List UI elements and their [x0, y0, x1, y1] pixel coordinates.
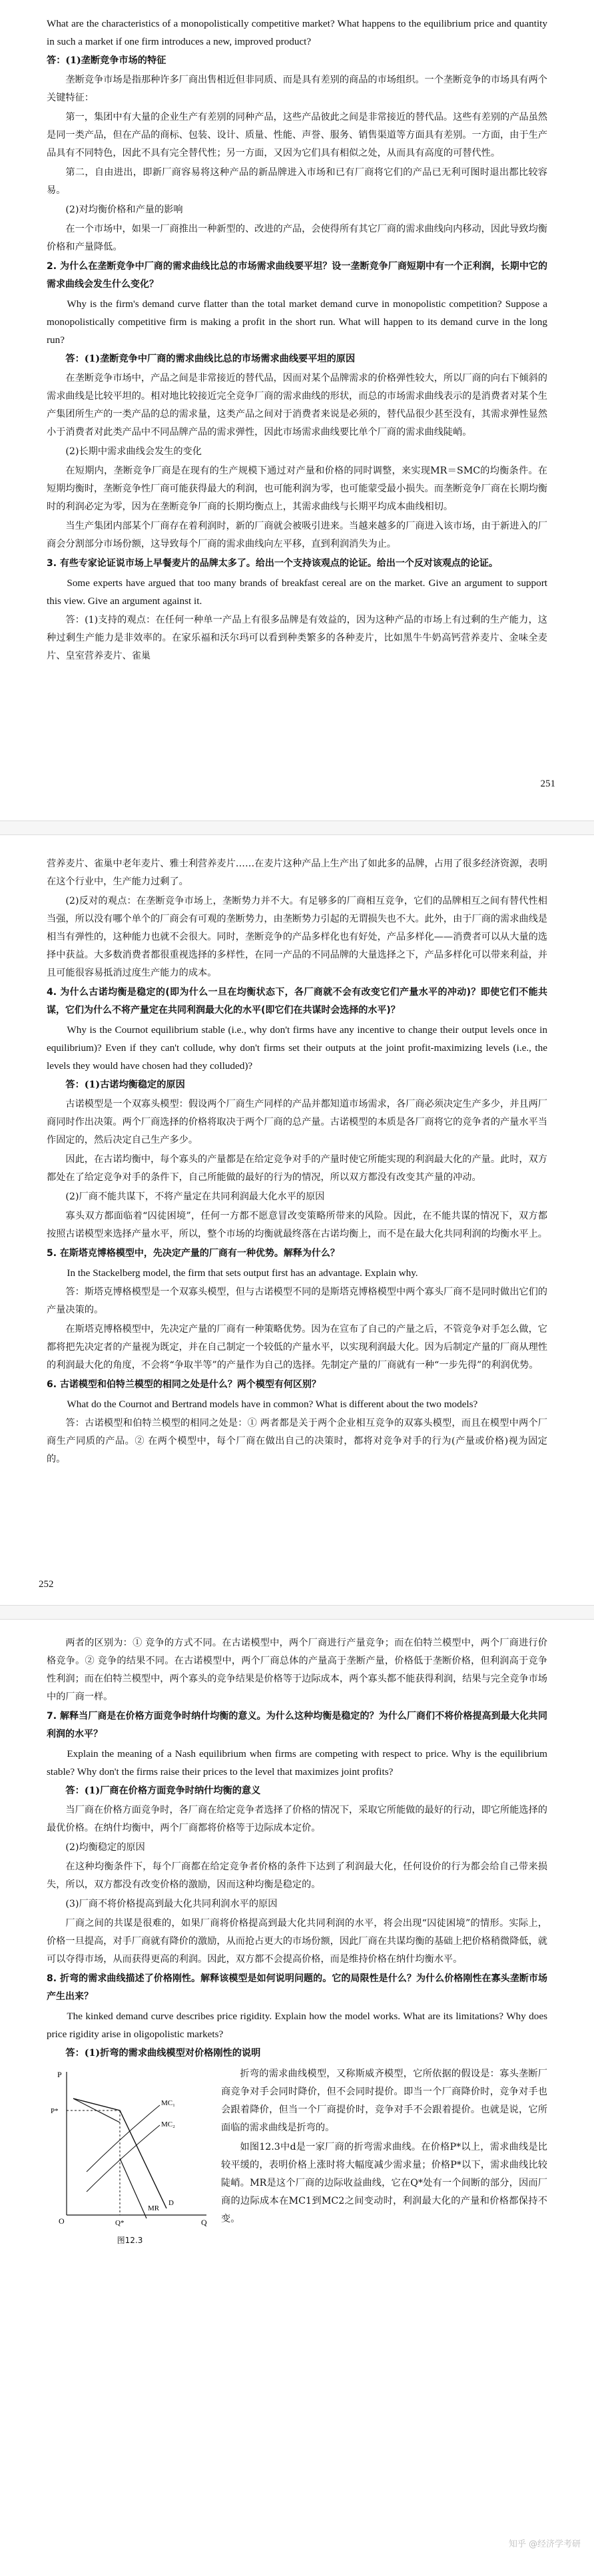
subheading: (3)厂商不将价格提高到最大化共同利润水平的原因 — [65, 1899, 278, 1909]
page-number: 251 — [540, 779, 555, 789]
question-3-english: Some experts have argued that too many brands of breakfast cereal are on the market. Give an argument to support this view. Give an argument against it. — [47, 577, 547, 607]
paragraph: 营养麦片、雀巢中老年麦片、雅士利营养麦片……在麦片这种产品上生产出了如此多的品牌，占用了很多经济资源，表明在这个行业中，生产能力过剩了。 — [47, 858, 547, 887]
label-mr: MR — [148, 2204, 160, 2212]
figure-caption: 图12.3 — [117, 2236, 143, 2245]
question-8: 8. 折弯的需求曲线描述了价格刚性。解释该模型是如何说明问题的。它的局限性是什么？为什么价格刚性在寡头垄断市场产生出来？ — [47, 1973, 547, 2002]
question-6-english: What do the Cournot and Bertrand models have in common? What is different about the two models? — [67, 1399, 478, 1410]
question-4-english: Why is the Cournot equilibrium stable (i.e., why don't firms have any incentive to change their output levels once in equilibrium)? Even if they can't collude, why don't firms set their outputs at the joint profit-maximizing levels (i.e., the levels they would have chosen had they colluded)? — [47, 1024, 547, 1072]
paragraph: 寡头双方都面临着“囚徒困境”，任何一方都不愿意冒改变策略所带来的风险。因此，在不能共谋的情况下，双方都按照古诺模型来选择产量水平，所以，整个市场的均衡就最终落在古诺均衡上，而不是在最大化共同利润的均衡水平上。 — [47, 1211, 547, 1239]
answer-8-heading: 答：(1)折弯的需求曲线模型对价格刚性的说明 — [65, 2048, 261, 2059]
subheading: (2)厂商不能共谋下，不将产量定在共同利润最大化水平的原因 — [65, 1191, 325, 1202]
paragraph: 在一个市场中，如果一厂商推出一种新型的、改进的产品，会使得所有其它厂商的需求曲线向内移动，因此导致均衡价格和产量降低。 — [47, 224, 547, 252]
question-6: 6. 古诺模型和伯特兰模型的相同之处是什么？两个模型有何区别？ — [47, 1379, 321, 1390]
paragraph: 折弯的需求曲线模型，又称斯威齐模型，它所依据的假设是：寡头垄断厂商竞争对手会同时降价，但不会同时提价。即当一个厂商降价时，竞争对手也会跟着降价，但当一个厂商提价时，竞争对手不会跟着提价。也就是说，它所面临的需求曲线是折弯的。 — [221, 2069, 547, 2133]
paragraph: 在斯塔克博格模型中，先决定产量的厂商有一种策略优势。因为在宣布了自己的产量之后，不管竞争对手怎么做，它都将把先决定者的产量视为既定，并在自己制定一个较低的产量水平，以实现利润最大化。因为后制定产量的厂商从理性的利润最大化的角度，不会将“争取半等”的产量作为自己的选择。先制定产量的厂商就有一种“一步先得”的利润优势。 — [47, 1324, 547, 1371]
answer-1-heading: 答：(1)垄断竞争市场的特征 — [47, 55, 166, 66]
marginal-revenue-curve — [73, 2098, 147, 2218]
axis-label-q: Q — [201, 2218, 207, 2227]
question-1-english: What are the characteristics of a monopolistically competitive market? What happens to the equilibrium price and quantity in such a market if one firm introduces a new, improved product? — [47, 18, 547, 47]
axis-label-pstar: P* — [51, 2107, 59, 2115]
paragraph: 答：(1)支持的观点：在任何一种单一产品上有很多品牌是有效益的，因为这种产品的市场上有过剩的生产能力，这种过剩生产能力是非效率的。在家乐福和沃尔玛可以看到种类繁多的各种麦片，比如黑牛牛奶高钙营养麦片、金味全麦片、皇室营养麦片、雀巢 — [47, 615, 547, 661]
mc1-curve — [87, 2105, 160, 2172]
question-3: 3. 有些专家论证说市场上早餐麦片的品牌太多了。给出一个支持该观点的论证。给出一个反对该观点的论证。 — [47, 558, 498, 569]
paragraph: 答：古诺模型和伯特兰模型的相同之处是：① 两者都是关于两个企业相互竞争的双寡头模型，而且在模型中两个厂商生产同质的产品。② 在两个模型中，每个厂商在做出自己的决策时，都将对竞争对手的行为(产量或价格)视为固定的。 — [47, 1418, 547, 1464]
page-253 — [0, 1620, 594, 2576]
question-2: 2. 为什么在垄断竞争中厂商的需求曲线比总的市场需求曲线要平坦？设一垄断竞争厂商短期中有一个正利润，长期中它的需求曲线会发生什么变化？ — [47, 261, 547, 290]
subheading: (2)长期中需求曲线会发生的变化 — [65, 446, 202, 457]
page-251 — [0, 0, 594, 799]
subheading: (2)对均衡价格和产量的影响 — [65, 204, 183, 215]
figure-row — [47, 2065, 547, 2246]
page-number: 252 — [39, 1579, 54, 1590]
paragraph: 当厂商在价格方面竞争时，各厂商在给定竞争者选择了价格的情况下，采取它所能做的最好的行动，即它所能选择的最优价格。在纳什均衡中，两个厂商都将价格等于边际成本定价。 — [47, 1805, 547, 1833]
paragraph: 古诺模型是一个双寡头模型：假设两个厂商生产同样的产品并都知道市场需求，各厂商必须决定生产多少，并且两厂商同时作出决策。两个厂商选择的价格将取决于两个厂商的总产量。古诺模型的本质是各厂商将它的竞争者的产量水平当作固定的，然后决定自己生产多少。 — [47, 1099, 547, 1145]
figure-side-text — [221, 2065, 547, 2246]
label-d: D — [168, 2199, 174, 2207]
question-7: 7. 解释当厂商是在价格方面竞争时纳什均衡的意义。为什么这种均衡是稳定的？为什么厂商们不将价格提高到最大化共同利润的水平？ — [47, 1711, 547, 1740]
question-2-english: Why is the firm's demand curve flatter than the total market demand curve in monopolistic competition? Suppose a monopolistically competitive firm is making a profit in the short run. What will happen to its demand curve in the long run? — [47, 298, 547, 346]
paragraph: 在这种均衡条件下，每个厂商都在给定竞争者价格的条件下达到了利润最大化，任何设价的行为都会给自己带来损失，所以，双方都没有改变价格的激励，因而这种均衡是稳定的。 — [47, 1861, 547, 1890]
page-252 — [0, 840, 594, 1600]
paragraph: 第二，自由进出，即新厂商容易将这种产品的新品牌进入市场和已有厂商将它们的产品已无利可图时退出都比较容易。 — [47, 167, 547, 196]
paragraph: (2)反对的观点：在垄断竞争市场上，垄断势力并不大。有足够多的厂商相互竞争，它们的品牌相互之间有替代性相当强，所以没有哪个单个的厂商会有可观的垄断势力，由垄断势力引起的无谓损失也不大。此外，由于厂商的需求曲线是相当有弹性的，这种能力也就不会很大。同时，垄断竞争的产品多样化也有好处，产品多样化——消费者可以从大量的选择中获益。大多数消费者都很重视选择的多样性，在同一产品的不同品牌的大量选择之下，产品多样化可以带来利益，并且可能很容易抵消过度生产能力的成本。 — [47, 896, 547, 978]
kinked-demand-figure — [47, 2065, 213, 2246]
paragraph: 在垄断竞争市场中，产品之间是非常接近的替代品，因而对某个品牌需求的价格弹性较大，所以厂商的向右下倾斜的需求曲线是比较平坦的。相对地比较接近完全竞争厂商的需求曲线的形状，而总的市场需求曲线表示的是消费者对某个生产集团所生产的一类产品的总的需求量，这类产品之间对于消费者来说是必须的，替代品很少甚至没有，其需求弹性显然小于消费者对此类产品中不同品牌产品的需求弹性，因此市场需求曲线要比单个厂商的需求曲线陡峭。 — [47, 373, 547, 438]
paragraph: 垄断竞争市场是指那种许多厂商出售相近但非同质、而是具有差别的商品的市场组织。一个垄断竞争的市场具有两个关键特征： — [47, 75, 547, 103]
paragraph: 当生产集团内部某个厂商存在着利润时，新的厂商就会被吸引进来。当越来越多的厂商进入该市场，由于新进入的厂商会分割部分市场份额，这导致每个厂商的需求曲线向左平移，直到利润消失为止。 — [47, 521, 547, 549]
question-5-english: In the Stackelberg model, the firm that sets output first has an advantage. Explain why. — [67, 1267, 418, 1279]
page-separator — [0, 1605, 594, 1620]
axis-label-p: P — [57, 2070, 62, 2079]
kinked-demand-diagram — [47, 2065, 213, 2232]
paragraph: 第一，集团中有大量的企业生产有差别的同种产品，这些产品彼此之间是非常接近的替代品。这些有差别的产品虽然是同一类产品，但在产品的商标、包装、设计、质量、性能、声誉、服务、销售渠道等方面具有差别。一方面，由于生产品具有不同特色，因此不具有完全替代性；另一方面，又因为它们具有相似之处，从而具有高度的可替代性。 — [47, 112, 547, 159]
answer-2-heading: 答：(1)垄断竞争中厂商的需求曲线比总的市场需求曲线要平坦的原因 — [65, 354, 356, 364]
paragraph: 答：斯塔克博格模型是一个双寡头模型，但与古诺模型不同的是斯塔克博格模型中两个寡头厂商不是同时做出它们的产量决策的。 — [47, 1287, 547, 1315]
label-mc1: MC₁ — [161, 2099, 175, 2107]
subheading: (2)均衡稳定的原因 — [65, 1842, 145, 1853]
paragraph: 如图12.3中d是一家厂商的折弯需求曲线。在价格P*以上，需求曲线是比较平缓的，表明价格上涨时将大幅度减少需求量；价格P*以下，需求曲线比较陡峭。MR是这个厂商的边际收益曲线，它在Q*处有一个间断的部分，因而厂商的边际成本在MC1到MC2之间变动时，利润最大化的产量和价格都保持不变。 — [221, 2142, 547, 2224]
label-qstar: Q* — [115, 2219, 125, 2227]
paragraph: 厂商之间的共谋是很难的，如果厂商将价格提高到最大化共同利润的水平，将会出现“囚徒困境”的情形。实际上，价格一旦提高，对手厂商就有降价的激励，从而抢占更大的市场份额，因此厂商在共谋均衡的基础上把价格稍微降低，就可以夺得市场，从而获得更高的利润。因此，双方都不会提高价格，而是维持价格在纳什均衡水平。 — [47, 1918, 547, 1965]
question-4: 4. 为什么古诺均衡是稳定的(即为什么一旦在均衡状态下，各厂商就不会有改变它们产量水平的冲动)？即使它们不能共谋，它们为什么不将产量定在共同利润最大化的水平(即它们在共谋时会选择的水平)？ — [47, 987, 547, 1016]
label-origin: O — [59, 2216, 65, 2226]
question-5: 5. 在斯塔克博格模型中，先决定产量的厂商有一种优势。解释为什么？ — [47, 1248, 340, 1259]
answer-4-heading: 答：(1)古诺均衡稳定的原因 — [65, 1080, 185, 1090]
mc2-curve — [87, 2125, 160, 2192]
watermark: 知乎 @经济学考研 — [508, 2539, 581, 2549]
paragraph: 在短期内，垄断竞争厂商是在现有的生产规模下通过对产量和价格的同时调整，来实现MR＝SMC的均衡条件。在短期均衡时，垄断竞争性厂商可能获得最大的利润，也可能利润为零，也可能蒙受最小损失。而垄断竞争厂商在长期均衡时的利润必定为零，因为在垄断竞争厂商的长期均衡点上，其需求曲线与长期平均成本曲线相切。 — [47, 466, 547, 512]
page-separator — [0, 820, 594, 835]
label-mc2: MC₂ — [161, 2120, 175, 2128]
question-7-english: Explain the meaning of a Nash equilibrium when firms are competing with respect to price. Why is the equilibrium stable? Why don't the firms raise their prices to the level that maximizes joint profits? — [47, 1748, 547, 1777]
paragraph: 两者的区别为：① 竞争的方式不同。在古诺模型中，两个厂商进行产量竞争；而在伯特兰模型中，两个厂商进行价格竞争。② 竞争的结果不同。在古诺模型中，两个厂商总体的产量高于垄断产量，价格低于垄断价格，但利润高于竞争性利润；而在伯特兰模型中，两个寡头的竞争结果是价格等于边际成本，两个寡头都不能获得利润，结果与完全竞争市场中的厂商一样。 — [47, 1638, 547, 1702]
answer-7-heading: 答：(1)厂商在价格方面竞争时纳什均衡的意义 — [65, 1785, 261, 1796]
paragraph: 因此，在古诺均衡中，每个寡头的产量都是在给定竞争对手的产量时使它所能实现的利润最大化的产量。此时，双方都处在了给定竞争对手的条件下，自己所能做的最好的行为的情况，所以双方都没有改变其产量的冲动。 — [47, 1154, 547, 1183]
question-8-english: The kinked demand curve describes price rigidity. Explain how the model works. What are its limitations? Why does price rigidity arise in oligopolistic markets? — [47, 2011, 547, 2040]
